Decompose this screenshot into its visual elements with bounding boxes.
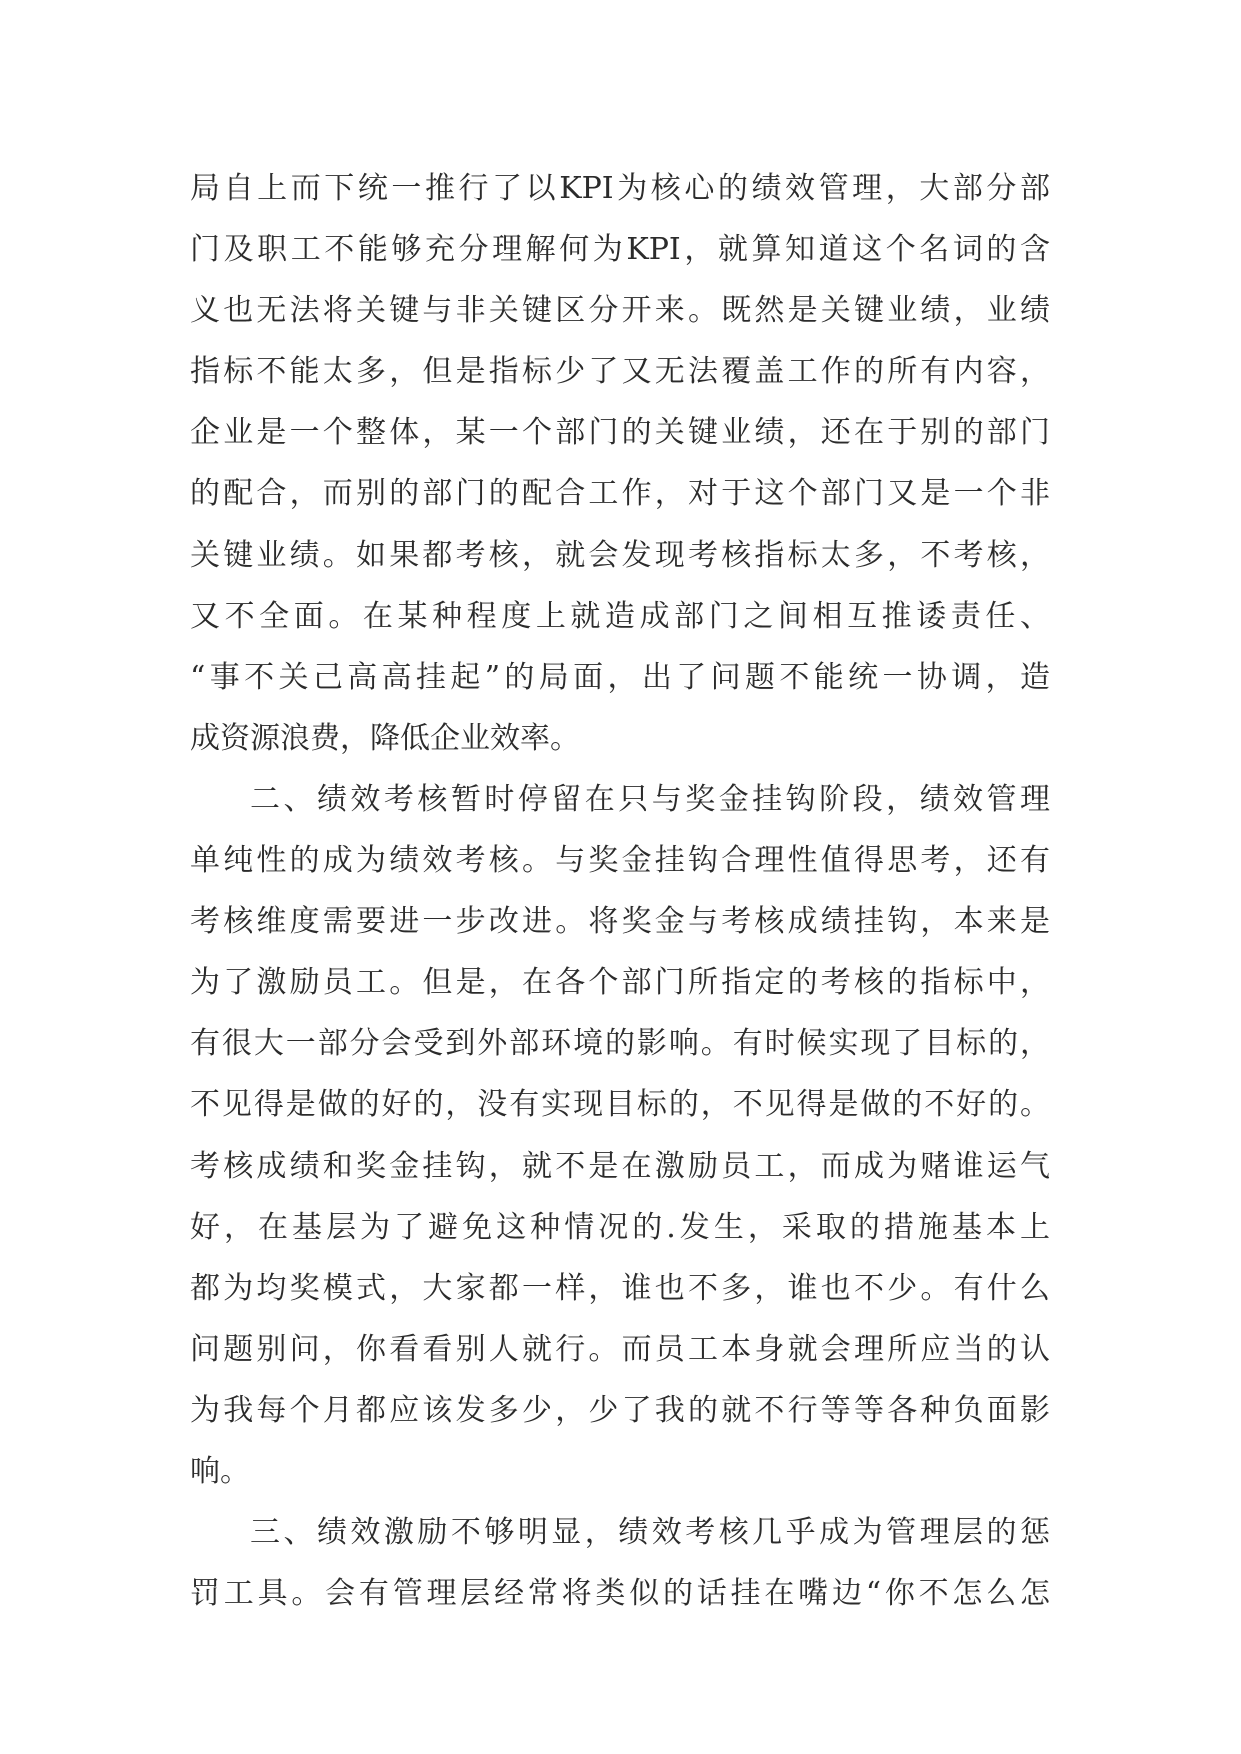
text-line: “事不关己高高挂起”的局面，出了问题不能统一协调，造	[190, 659, 1050, 695]
text-line: 二、绩效考核暂时停留在只与奖金挂钩阶段，绩效管理	[250, 781, 1050, 817]
text-line: 三、绩效激励不够明显，绩效考核几乎成为管理层的惩	[250, 1515, 1050, 1551]
text-line: 义也无法将关键与非关键区分开来。既然是关键业绩，业绩	[190, 293, 1050, 329]
text-line: 问题别问，你看看别人就行。而员工本身就会理所应当的认	[190, 1331, 1050, 1367]
text-line: 考核维度需要进一步改进。将奖金与考核成绩挂钩，本来是	[190, 904, 1050, 940]
text-line: 关键业绩。如果都考核，就会发现考核指标太多，不考核，	[190, 537, 1050, 573]
text-line: 都为均奖模式，大家都一样，谁也不多，谁也不少。有什么	[190, 1270, 1050, 1306]
text-line: 为我每个月都应该发多少，少了我的就不行等等各种负面影	[190, 1392, 1050, 1428]
body-text	[190, 158, 1050, 1624]
text-line: 的配合，而别的部门的配合工作，对于这个部门又是一个非	[190, 476, 1050, 512]
text-line: 有很大一部分会受到外部环境的影响。有时候实现了目标的，	[190, 1026, 1050, 1062]
text-line: 单纯性的成为绩效考核。与奖金挂钩合理性值得思考，还有	[190, 843, 1050, 879]
text-line: 好，在基层为了避免这种情况的.发生，采取的措施基本上	[190, 1209, 1050, 1245]
text-line: 门及职工不能够充分理解何为KPI，就算知道这个名词的含	[190, 232, 1050, 268]
text-line: 指标不能太多，但是指标少了又无法覆盖工作的所有内容，	[190, 354, 1050, 390]
text-line: 罚工具。会有管理层经常将类似的话挂在嘴边“你不怎么怎	[190, 1576, 1050, 1612]
text-line: 成资源浪费，降低企业效率。	[190, 720, 580, 756]
text-line: 考核成绩和奖金挂钩，就不是在激励员工，而成为赌谁运气	[190, 1148, 1050, 1184]
text-line: 为了激励员工。但是，在各个部门所指定的考核的指标中，	[190, 965, 1050, 1001]
text-line: 局自上而下统一推行了以KPI为核心的绩效管理，大部分部	[190, 171, 1050, 206]
text-line: 响。	[190, 1453, 250, 1489]
text-line: 企业是一个整体，某一个部门的关键业绩，还在于别的部门	[190, 415, 1050, 451]
text-line: 又不全面。在某种程度上就造成部门之间相互推诿责任、	[190, 598, 1050, 634]
text-line: 不见得是做的好的，没有实现目标的，不见得是做的不好的。	[190, 1087, 1050, 1123]
